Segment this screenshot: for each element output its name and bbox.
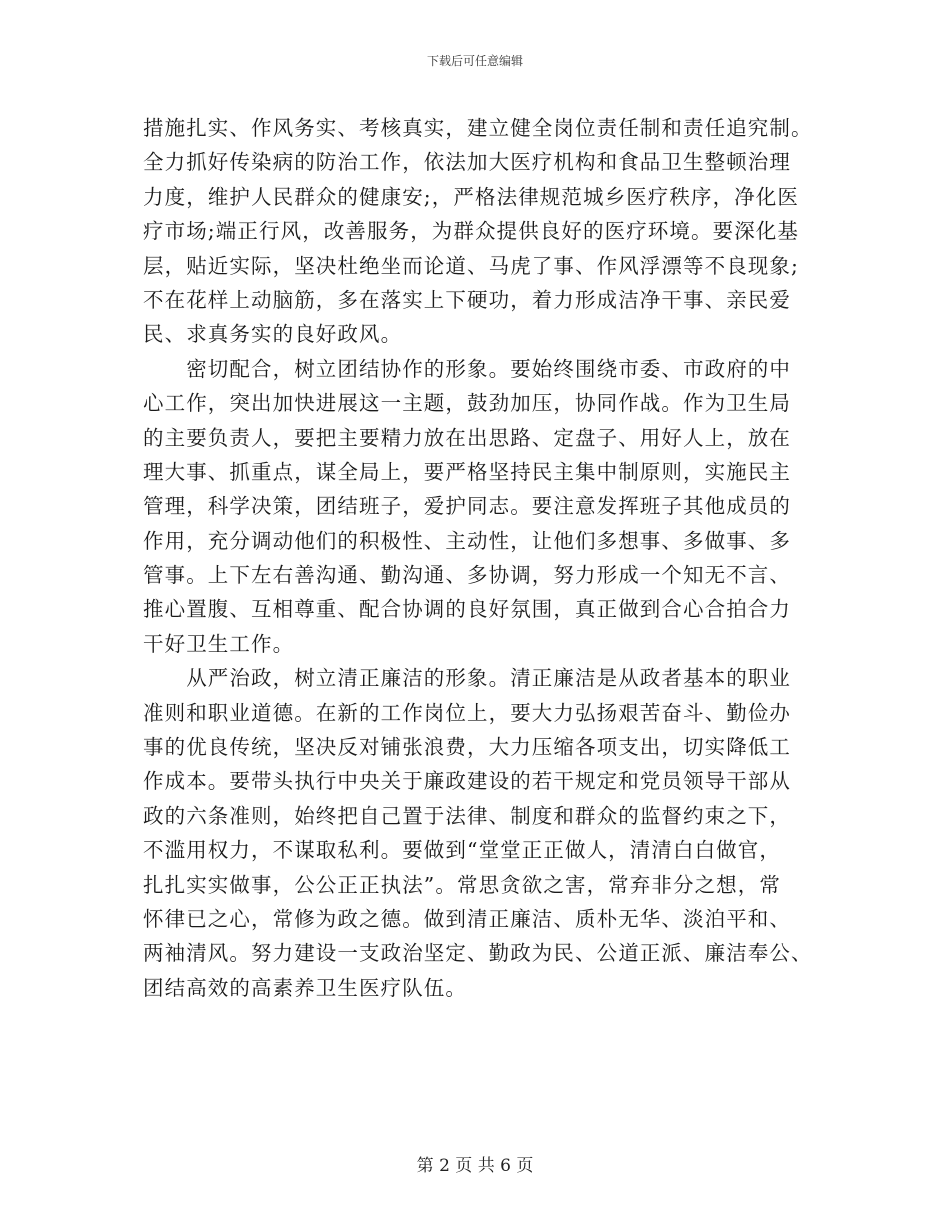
text-line: 管事。上下左右善沟通、勤沟通、多协调，努力形成一个知无不言、 xyxy=(143,563,791,588)
page-footer: 第 2 页 共 6 页 xyxy=(416,1156,534,1176)
text-line: 事的优良传统，坚决反对铺张浪费，大力压缩各项支出，切实降低工 xyxy=(143,735,791,760)
text-line: 疗市场;端正行风，改善服务，为群众提供良好的医疗环境。要深化基 xyxy=(143,219,800,244)
text-line: 力度，维护人民群众的健康安;，严格法律规范城乡医疗秩序，净化医 xyxy=(143,184,800,209)
text-line: 团结高效的高素养卫生医疗队伍。 xyxy=(143,975,467,1000)
text-line: 不在花样上动脑筋，多在落实上下硬功，着力形成洁净干事、亲民爱 xyxy=(143,287,791,312)
text-line: 层，贴近实际，坚决杜绝坐而论道、马虎了事、作风浮漂等不良现象; xyxy=(143,253,800,278)
text-line: 全力抓好传染病的防治工作，依法加大医疗机构和食品卫生整顿治理 xyxy=(143,150,791,175)
text-line: 政的六条准则，始终把自己置于法律、制度和群众的监督约束之下， xyxy=(143,803,791,828)
text-line: 怀律已之心，常修为政之德。做到清正廉洁、质朴无华、淡泊平和、 xyxy=(143,906,791,931)
text-line: 措施扎实、作风务实、考核真实，建立健全岗位责任制和责任追究制。 xyxy=(143,116,813,140)
text-line: 作用，充分调动他们的积极性、主动性，让他们多想事、多做事、多 xyxy=(143,528,791,553)
text-line: 不滥用权力，不谋取私利。要做到“堂堂正正做人，清清白白做官， xyxy=(143,838,781,863)
text-line: 准则和职业道德。在新的工作岗位上，要大力弘扬艰苦奋斗、勤俭办 xyxy=(143,700,791,725)
text-line: 密切配合，树立团结协作的形象。要始终围绕市委、市政府的中 xyxy=(143,356,791,381)
text-line: 从严治政，树立清正廉洁的形象。清正廉洁是从政者基本的职业 xyxy=(143,666,791,691)
text-line: 作成本。要带头执行中央关于廉政建设的若干规定和党员领导干部从 xyxy=(143,769,791,794)
text-line: 管理，科学决策，团结班子，爱护同志。要注意发挥班子其他成员的 xyxy=(143,494,791,519)
text-line: 的主要负责人，要把主要精力放在出思路、定盘子、用好人上，放在 xyxy=(143,425,791,450)
document-body xyxy=(143,111,813,1005)
text-line: 两袖清风。努力建设一支政治坚定、勤政为民、公道正派、廉洁奉公、 xyxy=(143,941,813,966)
page-header: 下载后可任意编辑 xyxy=(426,54,523,68)
text-line: 理大事、抓重点，谋全局上，要严格坚持民主集中制原则，实施民主 xyxy=(143,459,791,484)
text-line: 心工作，突出加快进展这一主题，鼓劲加压，协同作战。作为卫生局 xyxy=(143,391,791,416)
text-line: 推心置腹、互相尊重、配合协调的良好氛围，真正做到合心合拍合力 xyxy=(143,597,791,622)
text-line: 扎扎实实做事，公公正正执法”。常思贪欲之害，常弃非分之想，常 xyxy=(143,872,781,897)
text-line: 干好卫生工作。 xyxy=(143,631,295,656)
text-line: 民、求真务实的良好政风。 xyxy=(143,322,403,347)
